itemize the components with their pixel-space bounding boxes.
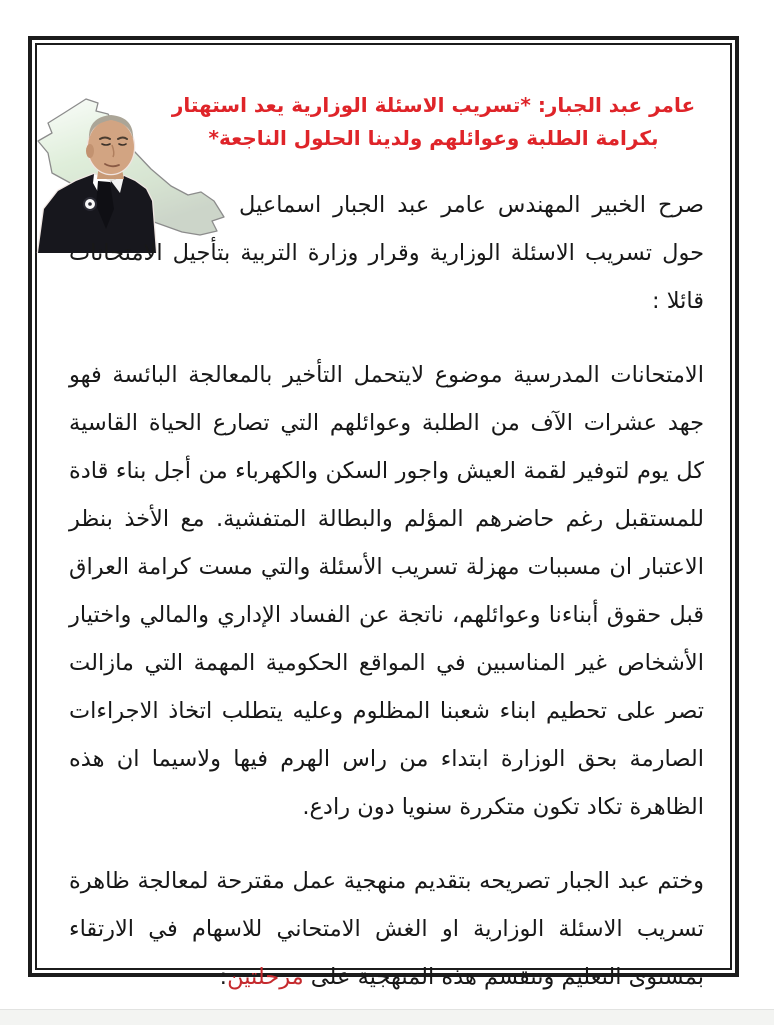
page-content [37, 45, 730, 990]
closing-text-after: : [219, 964, 228, 990]
page-border [28, 36, 739, 990]
page-inner-border [35, 43, 732, 990]
headline: عامر عبد الجبار: *تسريب الاسئلة الوزارية يعد استهتار بكرامة الطلبة وعوائلهم ولدينا الحلول الناجعة* [171, 93, 696, 150]
highlight-word: مرحلتين [227, 964, 304, 990]
next-page-edge [0, 1009, 774, 1025]
body-paragraph: الامتحانات المدرسية موضوع لايتحمل التأخير بالمعالجة البائسة فهو جهد عشرات الآف من الطلبة وعوائلهم التي تصارع الحياة القاسية كل يوم لتوفير لقمة العيش واجور السكن والكهرباء من أجل بناء قادة للمستقبل رغم حاضرهم المؤلم والبطالة المتفشية. مع الأخذ بنظر الاعتبار ان مسببات مهزلة تسريب الأسئلة والتي مست كرامة العراق قبل حقوق أبناءنا وعوائلهم، ناتجة عن الفساد الإداري والمالي واختيار الأشخاص غير المناسبين في المواقع الحكومية المهمة التي مازالت تصر على تحطيم ابناء شعبنا المظلوم وعليه يتطلب اتخاذ الاجراءات الصارمة بحق الوزارة ابتداء من راس الهرم فيها ولاسيما ان هذه الظاهرة تكاد تكون متكررة سنويا دون رادع. [69, 362, 704, 820]
closing-text-before: وختم عبد الجبار تصريحه بتقديم منهجية عمل مقترحة لمعالجة ظاهرة تسريب الاسئلة الوزارية او الغش الامتحاني للاسهام في الارتقاء بمستوى التعليم وتنقسم هذه المنهجية على [69, 868, 704, 990]
lapel-pin-center [88, 202, 92, 206]
closing-paragraph [69, 857, 704, 1001]
ear [86, 144, 94, 158]
intro-paragraph: صرح الخبير المهندس عامر عبد الجبار اسماعيل حول تسريب الاسئلة الوزارية وقرار وزارة التربية بتأجيل الامتحانات قائلا : [69, 192, 704, 314]
